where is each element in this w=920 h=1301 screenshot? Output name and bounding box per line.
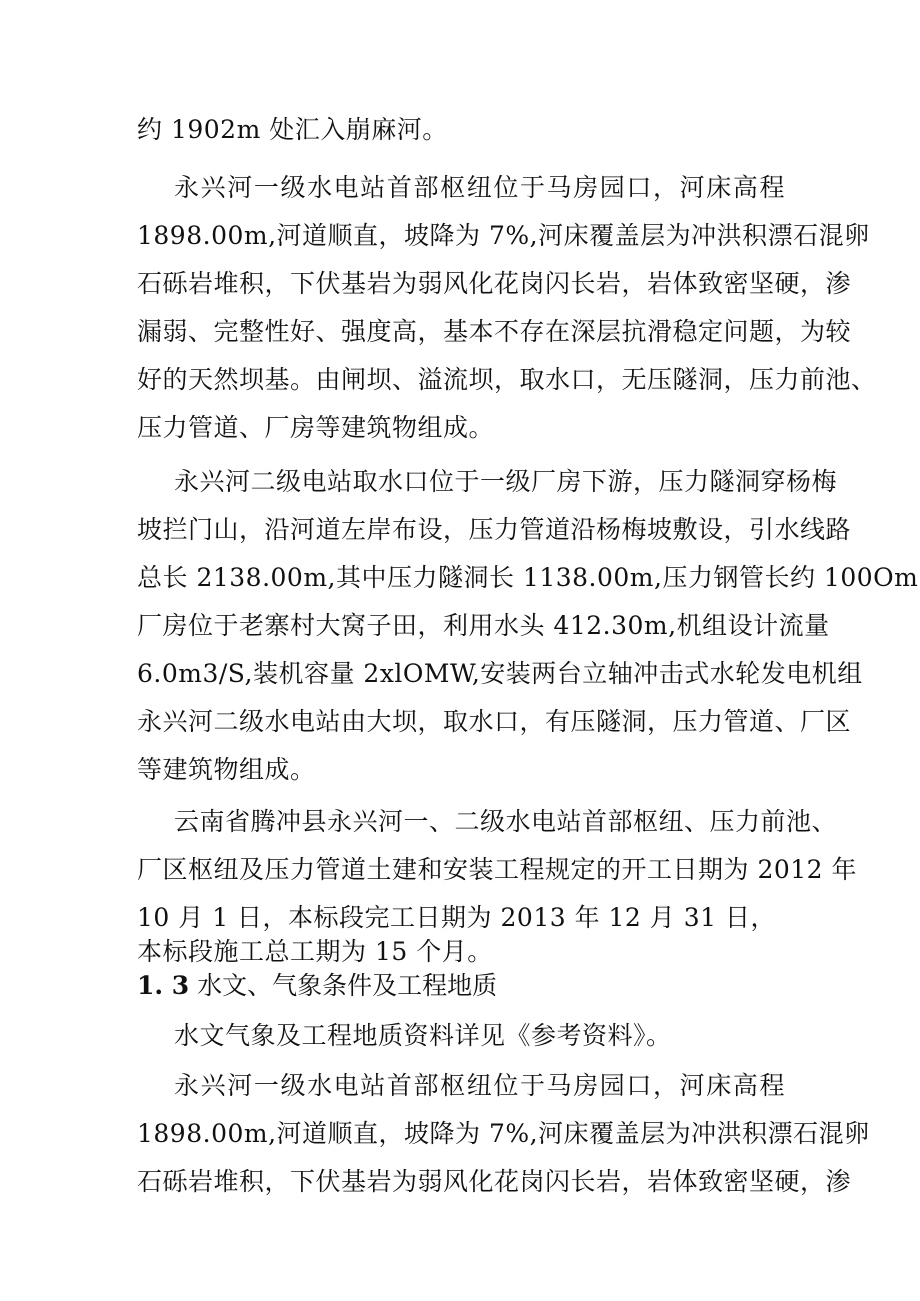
text-line: 永兴河一级水电站首部枢纽位于马房园口，河床高程 (174, 173, 785, 202)
text-line: 永兴河二级电站取水口位于一级厂房下游，压力隧洞穿杨梅 (174, 467, 838, 496)
text-line: 水文气象及工程地质资料详见《参考资料》。 (174, 1021, 672, 1050)
text-line: 压力管道、厂房等建筑物组成。 (137, 413, 495, 442)
text-line: 6.0m3/S,装机容量 2xlOMW,安装两台立轴冲击式水轮发电机组 (137, 659, 863, 688)
text-line: 石砾岩堆积，下伏基岩为弱风化花岗闪长岩，岩体致密坚硬，渗 (137, 269, 852, 298)
text-line: 云南省腾冲县永兴河一、二级水电站首部枢纽、压力前池、 (174, 807, 838, 836)
text-line: 约 1902m 处汇入崩麻河。 (137, 115, 448, 144)
text-line: 石砾岩堆积，下伏基岩为弱风化花岗闪长岩，岩体致密坚硬，渗 (137, 1167, 852, 1196)
text-line: 永兴河一级水电站首部枢纽位于马房园口，河床高程 (174, 1071, 785, 1100)
section-heading (137, 970, 497, 1002)
text-line: 好的天然坝基。由闸坝、溢流坝，取水口，无压隧洞，压力前池、 (137, 365, 877, 394)
section-number: 1. 3 (137, 971, 190, 1000)
text-line: 10 月 1 日，本标段完工日期为 2013 年 12 月 31 日， (137, 903, 776, 932)
text-line: 坡拦门山，沿河道左岸布设，压力管道沿杨梅坡敷设，引水线路 (137, 515, 852, 544)
text-line: 总长 2138.00m,其中压力隧洞长 1138.00m,压力钢管长约 100Om (137, 563, 919, 592)
text-line: 等建筑物组成。 (137, 755, 316, 784)
text-line: 1898.00m,河道顺直，坡降为 7%,河床覆盖层为冲洪积漂石混卵 (137, 1119, 870, 1148)
text-line: 本标段施工总工期为 15 个月。 (137, 937, 493, 966)
text-line: 厂区枢纽及压力管道土建和安装工程规定的开工日期为 2012 年 (137, 855, 858, 884)
section-title: 水文、气象条件及工程地质 (189, 971, 498, 1000)
text-line: 漏弱、完整性好、强度高，基本不存在深层抗滑稳定问题，为较 (137, 317, 852, 346)
text-line: 永兴河二级水电站由大坝，取水口，有压隧洞，压力管道、厂区 (137, 707, 852, 736)
text-line: 1898.00m,河道顺直，坡降为 7%,河床覆盖层为冲洪积漂石混卵 (137, 221, 870, 250)
text-line: 厂房位于老寨村大窝子田，利用水头 412.30m,机组设计流量 (137, 611, 830, 640)
